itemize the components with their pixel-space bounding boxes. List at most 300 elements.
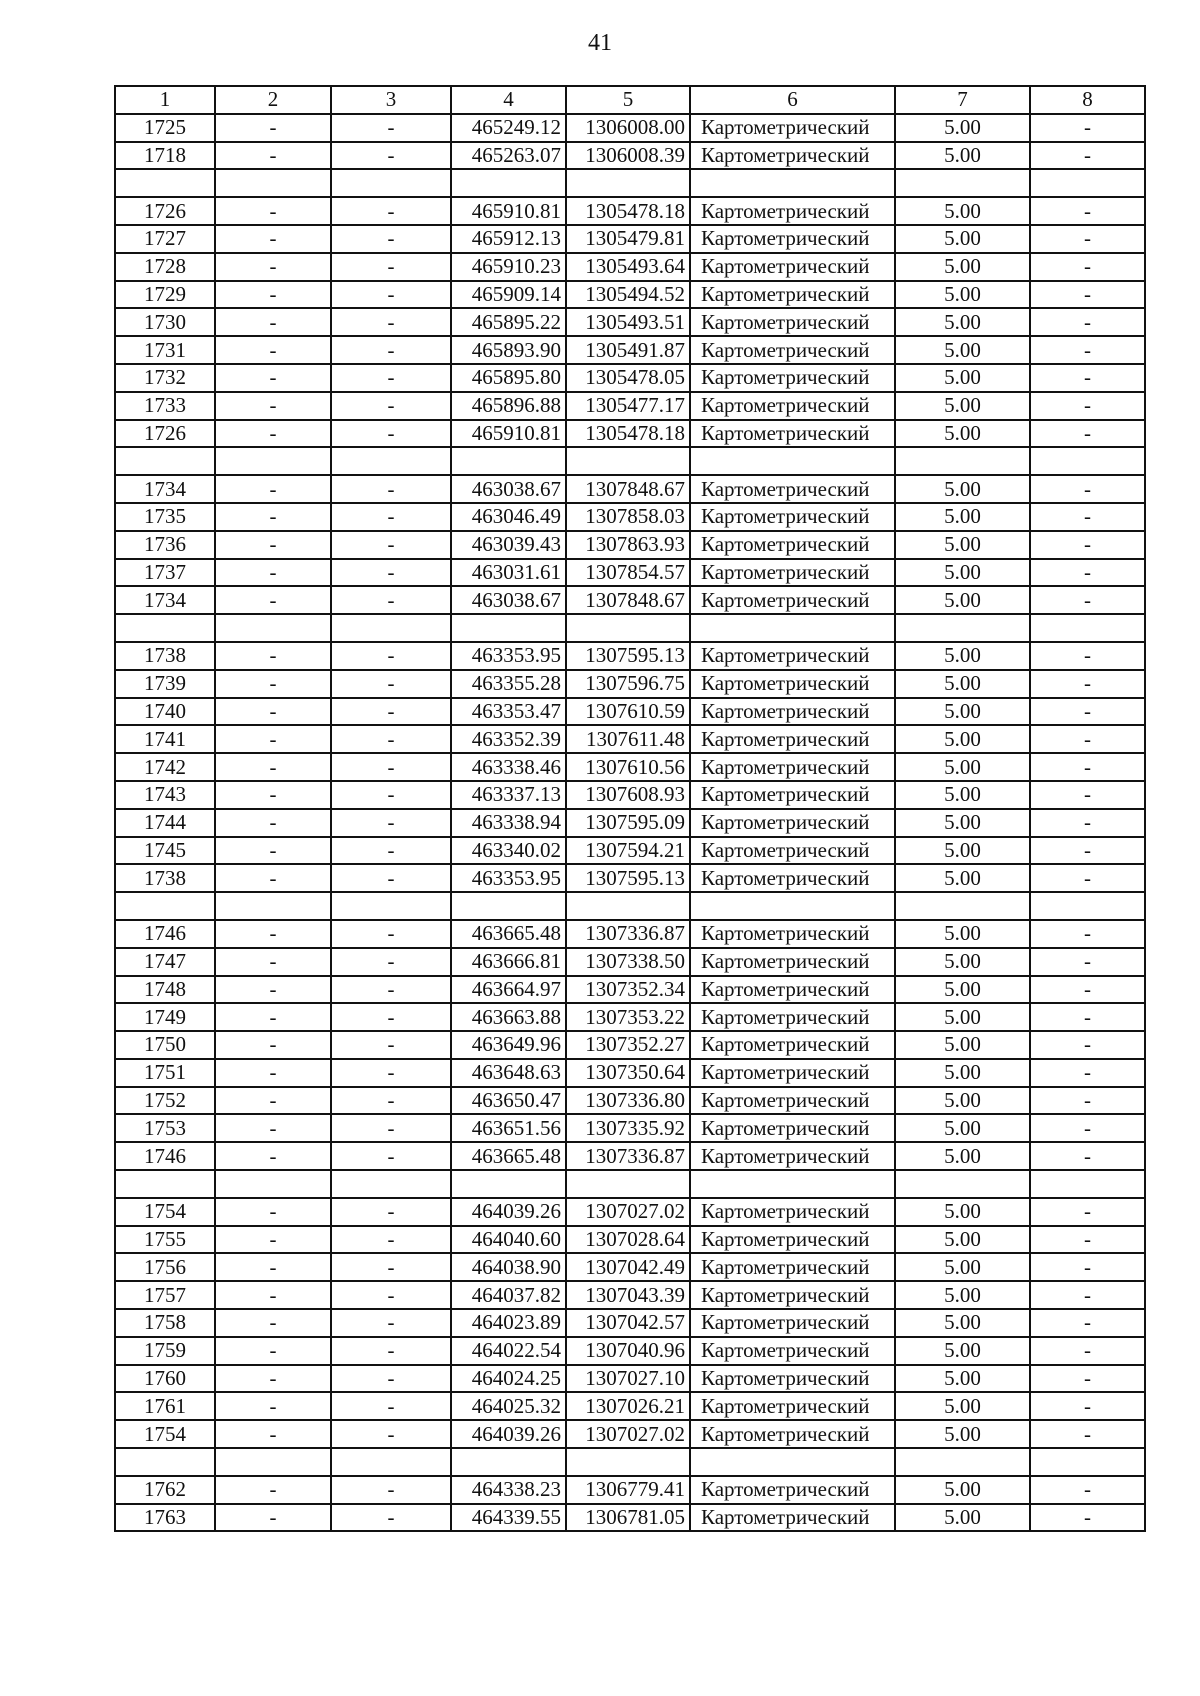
accuracy-cell: 5.00 <box>895 1504 1030 1532</box>
table-row <box>115 1087 1145 1115</box>
x-coordinate-cell: 465912.13 <box>451 225 566 253</box>
col3-cell: - <box>331 253 451 281</box>
table-separator-row <box>115 447 1145 475</box>
accuracy-cell: 5.00 <box>895 1476 1030 1504</box>
table-row <box>115 197 1145 225</box>
col8-cell: - <box>1030 809 1145 837</box>
col3-cell: - <box>331 920 451 948</box>
x-coordinate-cell: 463031.61 <box>451 559 566 587</box>
col2-cell: - <box>215 670 331 698</box>
table-row <box>115 281 1145 309</box>
method-cell: Картометрический <box>690 420 895 448</box>
method-cell: Картометрический <box>690 1226 895 1254</box>
col2-cell: - <box>215 1003 331 1031</box>
col8-cell: - <box>1030 586 1145 614</box>
y-coordinate-cell: 1307042.57 <box>566 1309 690 1337</box>
col2-cell <box>215 447 331 475</box>
col3-cell: - <box>331 698 451 726</box>
table-row <box>115 781 1145 809</box>
y-coordinate-cell: 1307858.03 <box>566 503 690 531</box>
table-header-row <box>115 86 1145 114</box>
col2-cell <box>215 169 331 197</box>
accuracy-cell: 5.00 <box>895 586 1030 614</box>
x-coordinate-cell <box>451 892 566 920</box>
col3-cell: - <box>331 1253 451 1281</box>
col3-cell <box>331 447 451 475</box>
point-number-cell: 1743 <box>115 781 215 809</box>
y-coordinate-cell: 1307854.57 <box>566 559 690 587</box>
col8-cell: - <box>1030 642 1145 670</box>
table-row <box>115 642 1145 670</box>
accuracy-cell <box>895 169 1030 197</box>
method-cell: Картометрический <box>690 586 895 614</box>
point-number-cell: 1742 <box>115 753 215 781</box>
col3-cell: - <box>331 837 451 865</box>
x-coordinate-cell: 464040.60 <box>451 1226 566 1254</box>
point-number-cell: 1731 <box>115 336 215 364</box>
y-coordinate-cell: 1305479.81 <box>566 225 690 253</box>
col8-cell: - <box>1030 197 1145 225</box>
table-row <box>115 559 1145 587</box>
y-coordinate-cell: 1307848.67 <box>566 475 690 503</box>
accuracy-cell: 5.00 <box>895 1114 1030 1142</box>
col2-cell: - <box>215 642 331 670</box>
x-coordinate-cell: 465893.90 <box>451 336 566 364</box>
method-cell: Картометрический <box>690 1059 895 1087</box>
y-coordinate-cell: 1305478.18 <box>566 420 690 448</box>
col2-cell: - <box>215 1198 331 1226</box>
y-coordinate-cell: 1307335.92 <box>566 1114 690 1142</box>
point-number-cell: 1744 <box>115 809 215 837</box>
col3-cell <box>331 614 451 642</box>
point-number-cell: 1763 <box>115 1504 215 1532</box>
x-coordinate-cell: 463046.49 <box>451 503 566 531</box>
col3-cell: - <box>331 392 451 420</box>
point-number-cell: 1746 <box>115 1142 215 1170</box>
x-coordinate-cell: 464039.26 <box>451 1198 566 1226</box>
x-coordinate-cell: 464338.23 <box>451 1476 566 1504</box>
column-header: 6 <box>690 86 895 114</box>
table-row <box>115 809 1145 837</box>
table-row <box>115 142 1145 170</box>
y-coordinate-cell: 1307027.02 <box>566 1198 690 1226</box>
col2-cell: - <box>215 1142 331 1170</box>
col8-cell: - <box>1030 1281 1145 1309</box>
col2-cell: - <box>215 559 331 587</box>
column-header: 1 <box>115 86 215 114</box>
accuracy-cell: 5.00 <box>895 1059 1030 1087</box>
col8-cell: - <box>1030 1003 1145 1031</box>
col8-cell: - <box>1030 1226 1145 1254</box>
col2-cell: - <box>215 364 331 392</box>
table-row <box>115 1226 1145 1254</box>
method-cell: Картометрический <box>690 781 895 809</box>
x-coordinate-cell: 463651.56 <box>451 1114 566 1142</box>
col2-cell: - <box>215 1281 331 1309</box>
method-cell <box>690 447 895 475</box>
y-coordinate-cell: 1307026.21 <box>566 1392 690 1420</box>
col8-cell: - <box>1030 308 1145 336</box>
accuracy-cell: 5.00 <box>895 392 1030 420</box>
col8-cell: - <box>1030 503 1145 531</box>
y-coordinate-cell: 1307336.87 <box>566 1142 690 1170</box>
col2-cell: - <box>215 781 331 809</box>
col3-cell: - <box>331 976 451 1004</box>
point-number-cell <box>115 169 215 197</box>
point-number-cell: 1753 <box>115 1114 215 1142</box>
x-coordinate-cell: 463038.67 <box>451 475 566 503</box>
col8-cell <box>1030 1170 1145 1198</box>
col8-cell: - <box>1030 1253 1145 1281</box>
point-number-cell: 1761 <box>115 1392 215 1420</box>
accuracy-cell: 5.00 <box>895 781 1030 809</box>
point-number-cell: 1734 <box>115 475 215 503</box>
accuracy-cell: 5.00 <box>895 1253 1030 1281</box>
point-number-cell: 1718 <box>115 142 215 170</box>
accuracy-cell: 5.00 <box>895 364 1030 392</box>
x-coordinate-cell: 464023.89 <box>451 1309 566 1337</box>
x-coordinate-cell: 464025.32 <box>451 1392 566 1420</box>
point-number-cell: 1732 <box>115 364 215 392</box>
x-coordinate-cell: 463648.63 <box>451 1059 566 1087</box>
point-number-cell: 1759 <box>115 1337 215 1365</box>
table-row <box>115 1198 1145 1226</box>
table-row <box>115 753 1145 781</box>
accuracy-cell: 5.00 <box>895 420 1030 448</box>
x-coordinate-cell: 463353.95 <box>451 642 566 670</box>
method-cell: Картометрический <box>690 1114 895 1142</box>
col3-cell: - <box>331 1281 451 1309</box>
col8-cell <box>1030 169 1145 197</box>
x-coordinate-cell: 463665.48 <box>451 920 566 948</box>
col3-cell <box>331 169 451 197</box>
table-row <box>115 531 1145 559</box>
col3-cell: - <box>331 1226 451 1254</box>
y-coordinate-cell: 1307352.27 <box>566 1031 690 1059</box>
x-coordinate-cell: 463352.39 <box>451 725 566 753</box>
x-coordinate-cell: 463353.47 <box>451 698 566 726</box>
col8-cell: - <box>1030 225 1145 253</box>
col3-cell: - <box>331 1392 451 1420</box>
col2-cell: - <box>215 308 331 336</box>
accuracy-cell: 5.00 <box>895 1337 1030 1365</box>
point-number-cell: 1738 <box>115 642 215 670</box>
col8-cell <box>1030 1448 1145 1476</box>
col8-cell: - <box>1030 837 1145 865</box>
col8-cell <box>1030 447 1145 475</box>
table-row <box>115 864 1145 892</box>
point-number-cell <box>115 614 215 642</box>
y-coordinate-cell: 1307350.64 <box>566 1059 690 1087</box>
table-row <box>115 976 1145 1004</box>
point-number-cell: 1734 <box>115 586 215 614</box>
col3-cell: - <box>331 725 451 753</box>
table-row <box>115 1504 1145 1532</box>
accuracy-cell: 5.00 <box>895 114 1030 142</box>
accuracy-cell <box>895 1448 1030 1476</box>
table-row <box>115 308 1145 336</box>
x-coordinate-cell: 464339.55 <box>451 1504 566 1532</box>
accuracy-cell: 5.00 <box>895 1392 1030 1420</box>
column-header: 2 <box>215 86 331 114</box>
method-cell: Картометрический <box>690 1365 895 1393</box>
col2-cell: - <box>215 837 331 865</box>
method-cell: Картометрический <box>690 308 895 336</box>
table-row <box>115 1031 1145 1059</box>
col8-cell: - <box>1030 1087 1145 1115</box>
accuracy-cell: 5.00 <box>895 1003 1030 1031</box>
y-coordinate-cell: 1307338.50 <box>566 948 690 976</box>
col2-cell: - <box>215 1226 331 1254</box>
point-number-cell: 1755 <box>115 1226 215 1254</box>
table-row <box>115 336 1145 364</box>
col2-cell: - <box>215 392 331 420</box>
col3-cell: - <box>331 1003 451 1031</box>
y-coordinate-cell: 1307353.22 <box>566 1003 690 1031</box>
method-cell: Картометрический <box>690 948 895 976</box>
accuracy-cell: 5.00 <box>895 1309 1030 1337</box>
col8-cell: - <box>1030 1114 1145 1142</box>
x-coordinate-cell: 463666.81 <box>451 948 566 976</box>
col2-cell <box>215 614 331 642</box>
method-cell: Картометрический <box>690 1309 895 1337</box>
accuracy-cell: 5.00 <box>895 253 1030 281</box>
point-number-cell: 1737 <box>115 559 215 587</box>
col2-cell: - <box>215 809 331 837</box>
table-row <box>115 1476 1145 1504</box>
point-number-cell <box>115 1170 215 1198</box>
col2-cell: - <box>215 1420 331 1448</box>
x-coordinate-cell: 464022.54 <box>451 1337 566 1365</box>
method-cell: Картометрический <box>690 114 895 142</box>
col2-cell: - <box>215 281 331 309</box>
point-number-cell: 1727 <box>115 225 215 253</box>
method-cell: Картометрический <box>690 1281 895 1309</box>
col2-cell: - <box>215 1337 331 1365</box>
point-number-cell <box>115 1448 215 1476</box>
x-coordinate-cell: 465249.12 <box>451 114 566 142</box>
x-coordinate-cell: 463338.46 <box>451 753 566 781</box>
point-number-cell: 1748 <box>115 976 215 1004</box>
point-number-cell: 1758 <box>115 1309 215 1337</box>
col2-cell: - <box>215 976 331 1004</box>
col8-cell: - <box>1030 698 1145 726</box>
y-coordinate-cell: 1307043.39 <box>566 1281 690 1309</box>
method-cell: Картометрический <box>690 281 895 309</box>
y-coordinate-cell: 1305493.51 <box>566 308 690 336</box>
accuracy-cell: 5.00 <box>895 670 1030 698</box>
y-coordinate-cell: 1307595.09 <box>566 809 690 837</box>
table-row <box>115 586 1145 614</box>
x-coordinate-cell <box>451 614 566 642</box>
point-number-cell <box>115 892 215 920</box>
table-row <box>115 1365 1145 1393</box>
col8-cell: - <box>1030 920 1145 948</box>
method-cell: Картометрический <box>690 1253 895 1281</box>
table-separator-row <box>115 1170 1145 1198</box>
method-cell: Картометрический <box>690 725 895 753</box>
column-header: 7 <box>895 86 1030 114</box>
accuracy-cell: 5.00 <box>895 920 1030 948</box>
y-coordinate-cell: 1307027.02 <box>566 1420 690 1448</box>
y-coordinate-cell: 1307336.87 <box>566 920 690 948</box>
point-number-cell: 1750 <box>115 1031 215 1059</box>
y-coordinate-cell: 1305478.05 <box>566 364 690 392</box>
x-coordinate-cell: 465910.81 <box>451 197 566 225</box>
col3-cell: - <box>331 1337 451 1365</box>
x-coordinate-cell: 463338.94 <box>451 809 566 837</box>
point-number-cell: 1739 <box>115 670 215 698</box>
method-cell: Картометрический <box>690 864 895 892</box>
col2-cell: - <box>215 1309 331 1337</box>
method-cell: Картометрический <box>690 1504 895 1532</box>
y-coordinate-cell: 1307595.13 <box>566 864 690 892</box>
method-cell: Картометрический <box>690 225 895 253</box>
y-coordinate-cell: 1307863.93 <box>566 531 690 559</box>
method-cell: Картометрический <box>690 142 895 170</box>
col8-cell: - <box>1030 392 1145 420</box>
x-coordinate-cell: 463665.48 <box>451 1142 566 1170</box>
table-row <box>115 1114 1145 1142</box>
col2-cell: - <box>215 1114 331 1142</box>
col8-cell: - <box>1030 1059 1145 1087</box>
col3-cell: - <box>331 948 451 976</box>
col3-cell: - <box>331 781 451 809</box>
col3-cell: - <box>331 420 451 448</box>
method-cell: Картометрический <box>690 531 895 559</box>
y-coordinate-cell: 1305491.87 <box>566 336 690 364</box>
col8-cell: - <box>1030 253 1145 281</box>
col8-cell: - <box>1030 948 1145 976</box>
method-cell: Картометрический <box>690 197 895 225</box>
col3-cell: - <box>331 1059 451 1087</box>
col8-cell: - <box>1030 1392 1145 1420</box>
y-coordinate-cell: 1305493.64 <box>566 253 690 281</box>
y-coordinate-cell: 1307040.96 <box>566 1337 690 1365</box>
col3-cell: - <box>331 1198 451 1226</box>
col2-cell: - <box>215 336 331 364</box>
col3-cell: - <box>331 308 451 336</box>
table-row <box>115 392 1145 420</box>
accuracy-cell: 5.00 <box>895 531 1030 559</box>
accuracy-cell: 5.00 <box>895 503 1030 531</box>
col3-cell: - <box>331 1031 451 1059</box>
col2-cell: - <box>215 1031 331 1059</box>
table-body <box>115 114 1145 1532</box>
col8-cell: - <box>1030 864 1145 892</box>
y-coordinate-cell: 1305477.17 <box>566 392 690 420</box>
col2-cell: - <box>215 1476 331 1504</box>
point-number-cell: 1733 <box>115 392 215 420</box>
accuracy-cell: 5.00 <box>895 308 1030 336</box>
y-coordinate-cell: 1306008.00 <box>566 114 690 142</box>
col8-cell <box>1030 614 1145 642</box>
col8-cell: - <box>1030 1031 1145 1059</box>
col3-cell: - <box>331 1142 451 1170</box>
x-coordinate-cell: 465910.23 <box>451 253 566 281</box>
page-number: 41 <box>588 30 612 56</box>
point-number-cell: 1741 <box>115 725 215 753</box>
col2-cell <box>215 1448 331 1476</box>
x-coordinate-cell: 463664.97 <box>451 976 566 1004</box>
y-coordinate-cell: 1307610.59 <box>566 698 690 726</box>
col2-cell: - <box>215 503 331 531</box>
column-header: 8 <box>1030 86 1145 114</box>
col8-cell: - <box>1030 475 1145 503</box>
point-number-cell: 1746 <box>115 920 215 948</box>
col3-cell: - <box>331 197 451 225</box>
col3-cell: - <box>331 864 451 892</box>
y-coordinate-cell: 1307042.49 <box>566 1253 690 1281</box>
table-row <box>115 1253 1145 1281</box>
y-coordinate-cell: 1307608.93 <box>566 781 690 809</box>
accuracy-cell <box>895 614 1030 642</box>
accuracy-cell: 5.00 <box>895 225 1030 253</box>
accuracy-cell: 5.00 <box>895 948 1030 976</box>
point-number-cell: 1729 <box>115 281 215 309</box>
method-cell: Картометрический <box>690 1003 895 1031</box>
col3-cell: - <box>331 475 451 503</box>
col2-cell: - <box>215 420 331 448</box>
x-coordinate-cell: 465910.81 <box>451 420 566 448</box>
col8-cell: - <box>1030 1420 1145 1448</box>
accuracy-cell: 5.00 <box>895 336 1030 364</box>
table-row <box>115 364 1145 392</box>
point-number-cell: 1756 <box>115 1253 215 1281</box>
accuracy-cell <box>895 1170 1030 1198</box>
y-coordinate-cell <box>566 1448 690 1476</box>
col3-cell: - <box>331 670 451 698</box>
x-coordinate-cell: 464038.90 <box>451 1253 566 1281</box>
y-coordinate-cell: 1306781.05 <box>566 1504 690 1532</box>
accuracy-cell: 5.00 <box>895 1281 1030 1309</box>
x-coordinate-cell: 463663.88 <box>451 1003 566 1031</box>
table-row <box>115 1337 1145 1365</box>
column-header: 5 <box>566 86 690 114</box>
point-number-cell: 1726 <box>115 197 215 225</box>
table-row <box>115 1309 1145 1337</box>
col3-cell: - <box>331 1420 451 1448</box>
col3-cell: - <box>331 503 451 531</box>
method-cell: Картометрический <box>690 559 895 587</box>
point-number-cell: 1754 <box>115 1420 215 1448</box>
col3-cell: - <box>331 559 451 587</box>
col3-cell: - <box>331 586 451 614</box>
column-header: 3 <box>331 86 451 114</box>
point-number-cell: 1745 <box>115 837 215 865</box>
method-cell: Картометрический <box>690 503 895 531</box>
col3-cell: - <box>331 281 451 309</box>
col8-cell: - <box>1030 420 1145 448</box>
col3-cell <box>331 1170 451 1198</box>
y-coordinate-cell: 1306008.39 <box>566 142 690 170</box>
table-separator-row <box>115 169 1145 197</box>
y-coordinate-cell: 1307336.80 <box>566 1087 690 1115</box>
x-coordinate-cell: 463337.13 <box>451 781 566 809</box>
col2-cell: - <box>215 253 331 281</box>
table-row <box>115 837 1145 865</box>
col2-cell: - <box>215 114 331 142</box>
method-cell: Картометрический <box>690 392 895 420</box>
y-coordinate-cell: 1307027.10 <box>566 1365 690 1393</box>
point-number-cell: 1749 <box>115 1003 215 1031</box>
col8-cell: - <box>1030 1309 1145 1337</box>
col2-cell: - <box>215 948 331 976</box>
table-row <box>115 920 1145 948</box>
col2-cell: - <box>215 920 331 948</box>
col3-cell: - <box>331 1476 451 1504</box>
x-coordinate-cell <box>451 447 566 475</box>
